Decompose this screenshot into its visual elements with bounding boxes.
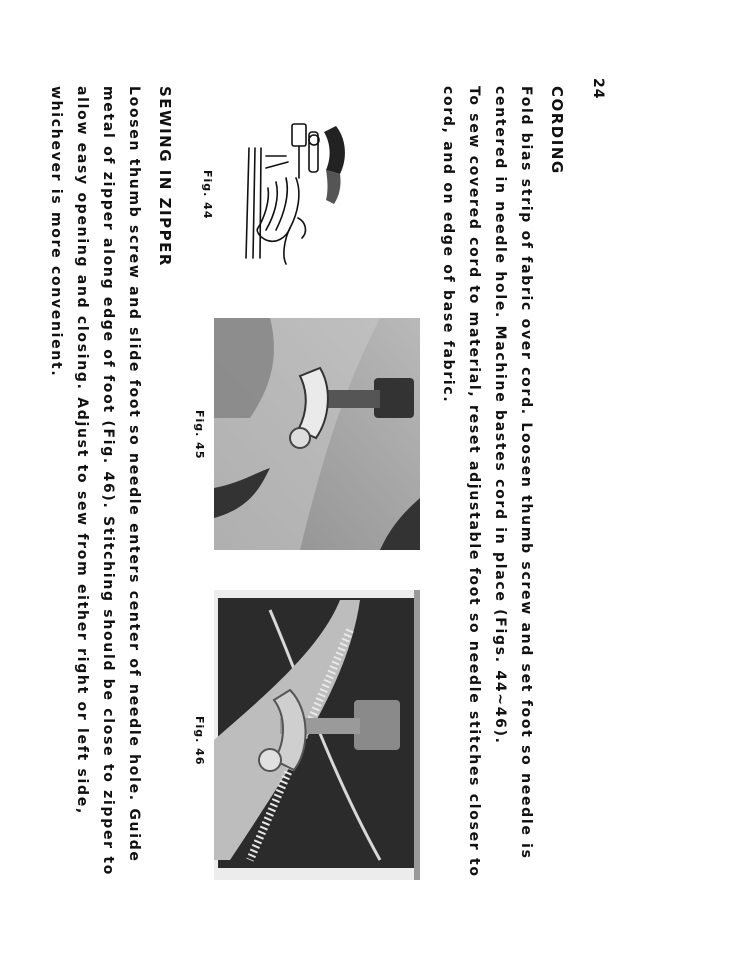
fig-46-label: Fig. 46 (193, 716, 206, 766)
fig-45-photo (214, 318, 420, 550)
zipper-paragraph: Loosen thumb screw and slide foot so needle enters center of needle hole. Guide metal of zipper along edge of foot (Fig. 46). Stitching should be close to zipper to allow easy opening and closing. Adjust to sew from either right or left side, whichever is more convenient. (48, 86, 142, 877)
cording-paragraph-2: To sew covered cord to material, reset adjustable foot so needle stitches closer to cord, and on edge of base fabric. (440, 86, 482, 878)
zipper-heading: SEWING IN ZIPPER (156, 86, 174, 267)
fig-45-label: Fig. 45 (193, 410, 206, 460)
page-number: 24 (590, 78, 606, 100)
fig-44-illustration (226, 118, 356, 268)
fig-46-photo (214, 590, 420, 880)
fig-44-label: Fig. 44 (201, 170, 214, 220)
cording-heading: CORDING (548, 86, 566, 175)
cording-paragraph-1: Fold bias strip of fabric over cord. Loosen thumb screw and set foot so needle is centered in needle hole. Machine bastes cord in place (Figs. 44~46). (492, 86, 534, 860)
